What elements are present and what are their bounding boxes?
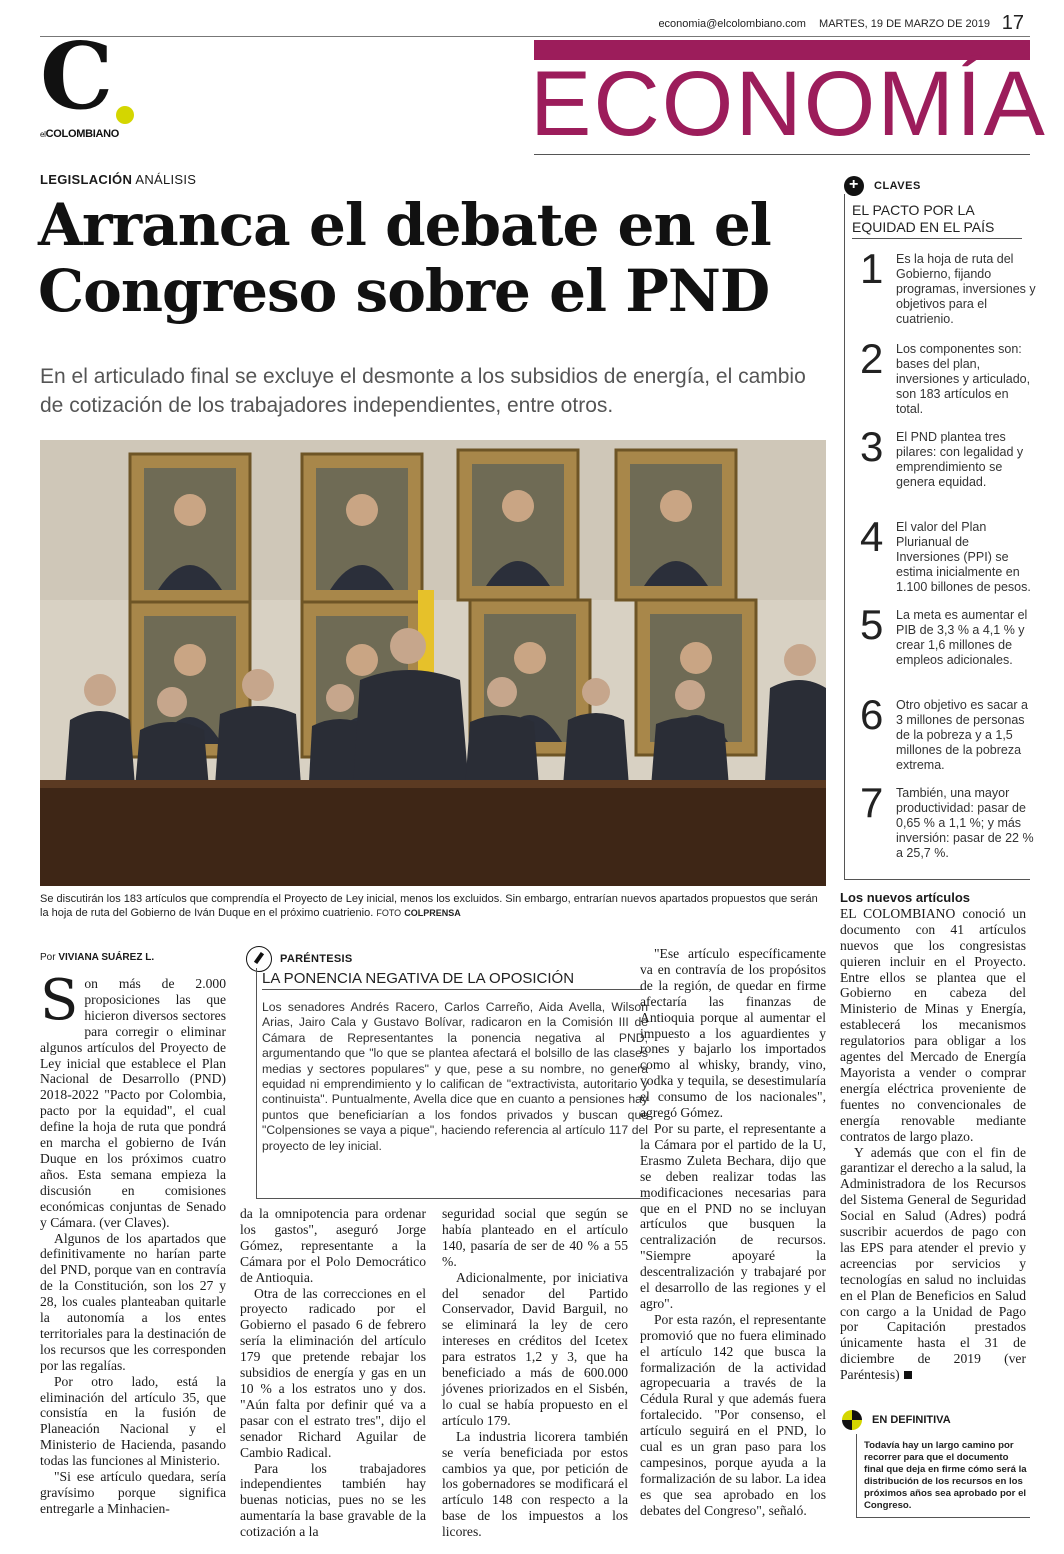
- en-definitiva-header: [842, 1410, 951, 1430]
- clave-text: El valor del Plan Plurianual de Inversiones (PPI) se estima inicialmente en 1.100 billones de pesos.: [896, 520, 1031, 594]
- claves-label: CLAVES: [874, 180, 921, 192]
- byline-prefix: Por: [40, 952, 56, 963]
- header-rule: [40, 36, 1030, 37]
- drop-cap: S: [40, 968, 79, 1033]
- parentesis-bottom-rule: [256, 1198, 650, 1199]
- paragraph: Algunos de los apartados que definitivamente no harían parte del PND, porque van en contravía de la Constitución, son los 27 y 28, los cuales planteaban quitarle la autonomía a los entes territoriales para la destinación de los recursos que les corresponden por las regalías.: [40, 1230, 226, 1373]
- body-column-1: [40, 968, 226, 1517]
- clave-number: 2: [860, 335, 884, 382]
- press-conference-photo: [40, 440, 826, 886]
- en-definitiva-label: EN DEFINITIVA: [872, 1414, 951, 1426]
- body-column-3: [442, 1206, 628, 1540]
- clave-text: Es la hoja de ruta del Gobierno, fijando programas, inversiones y objetivos para el cuatrienio.: [896, 252, 1036, 326]
- clave-number: 4: [860, 513, 884, 560]
- clave-text: La meta es aumentar el PIB de 3,3 % a 4,1 % y crear 1,6 millones de empleos adicionales.: [896, 608, 1028, 667]
- pin-icon: [246, 946, 272, 972]
- paragraph: "Ese artículo específicamente va en contravía de los propósitos de la región, de quedar en firme afectaría las finanzas de Antioquia porque al aumentar el impuesto a los aguardientes y rones y bajarlo los importados como al whisky, brandy, vino, vodka y tequila, se desestimularía el consumo de los nacionales", agregó Gómez.: [640, 946, 826, 1121]
- parentesis-header: [246, 946, 352, 972]
- clave-number: 6: [860, 691, 884, 738]
- body-column-2: [240, 1206, 426, 1540]
- clave-number: 5: [860, 601, 884, 648]
- claves-sidebar: [844, 176, 1036, 880]
- photo-label: FOTO: [376, 908, 402, 918]
- paragraph: Adicionalmente, por iniciativa del senador del Partido Conservador, David Barguil, no se eliminará la ley de cero intereses en créditos del Icetex para estratos 1,2 y 3, que ha beneficiado a más de 600.000 jóvenes priorizados en el Sisbén, lo cual se había propuesto en el artículo 179.: [442, 1269, 628, 1428]
- logo-dot-icon: [116, 106, 134, 124]
- logo-wordmark: elCOLOMBIANO: [40, 128, 120, 140]
- parentesis-body: Los senadores Andrés Racero, Carlos Carreño, Aida Avella, Wilson Arias, Jairo Cala y Gustavo Bolívar, radicaron en la Comisión III de Cámara de Representantes la ponencia negativa al PND, argumentando que "lo que se plantea afectará el bolsillo de las clases medias y sectores populares" y que, pese a su nombre, no genera equidad ni emprendimiento y lo califican de "extractivista, autoritario y continuista". Puntualmente, Avella dice que en cuanto a pensiones hay puntos que beneficiarían a los fondos privados y buscan que "Colpensiones se vaya a pique", haciendo referencia al artículo 117 del proyecto de ley inicial.: [262, 1000, 648, 1153]
- body-column-4: [640, 946, 826, 1519]
- clave-number: 1: [860, 245, 884, 292]
- parentesis-label: PARÉNTESIS: [280, 953, 353, 965]
- caption-text: Se discutirán los 183 artículos que comprendía el Proyecto de Ley inicial, menos los excluidos. Sin embargo, entrarían nuevos apartados propuestos que serán la hoja de ruta del Gobierno de Iván Duque en el próximo cuatrienio.: [40, 893, 818, 919]
- puzzle-icon: [844, 176, 864, 196]
- checker-icon: [842, 1410, 862, 1430]
- clave-number: 7: [860, 779, 884, 826]
- kicker-type: ANÁLISIS: [135, 172, 197, 187]
- paragraph: Por esta razón, el representante promovió que no fuera eliminado el artículo 142 que busca la formalización de la actividad agropecuaria a través de la Cédula Rural y que además fuera fortalecido. "Por consenso, el artículo seguirá en el PND, lo cual es un gran paso para los campesinos, porque ayuda a la formalización de su labor. La idea es que sea aprobado en los debates del Congreso", señaló.: [640, 1311, 826, 1518]
- lead-paragraph: Son más de 2.000 proposiciones las que hicieron diversos sectores para corregir o eliminar algunos artículos del Proyecto de Ley inicial que establece el Plan Nacional de Desarrollo (PND) 2018-2022 "Pacto por Colombia, pacto por la equidad", el cual define la hoja de ruta que pondrá en marcha el gobierno de Iván Duque en los próximos cuatro años. Esta semana empieza la discusión en comisiones económicas conjuntas de Senado y Cámara. (ver Claves).: [40, 968, 226, 1230]
- end-mark-icon: [904, 1371, 912, 1379]
- photo-credit: COLPRENSA: [404, 908, 461, 918]
- clave-text: El PND plantea tres pilares: con legalidad y emprendimiento se genera equidad.: [896, 430, 1024, 489]
- sidebar-bottom-rule: [844, 879, 1030, 880]
- paragraph: da la omnipotencia para ordenar los gastos", aseguró Jorge Gómez, representante a la Cámara por el Polo Democrático de Antioquia.: [240, 1206, 426, 1285]
- paragraph: Para los trabajadores independientes también hay buenas noticias, pues no se les aumentaría la base gravable de la cotización a la: [240, 1460, 426, 1540]
- paragraph: La industria licorera también se vería beneficiada por estos cambios ya que, por petición de los gobernadores se modificará el artículo 148 con respecto a la base de los impuestos a los licores.: [442, 1428, 628, 1540]
- subhead-nuevos-articulos: Los nuevos artículos: [840, 890, 971, 905]
- paragraph: Por su parte, el representante a la Cámara por el partido de la U, Erasmo Zuleta Bechara, dijo que se deben realizar todas las modificaciones necesarias para que en el PND no se incluyan artículos que busquen la centralización de recursos. "Siempre apoyaré la descentralización y trabajaré por el desarrollo de las regiones y el agro".: [640, 1120, 826, 1311]
- header-meta: [658, 18, 990, 30]
- header-date: MARTES, 19 DE MARZO DE 2019: [819, 18, 990, 30]
- claves-header: [844, 176, 921, 196]
- section-underline: [534, 154, 1030, 155]
- paragraph: seguridad social que según se había planteado en el artículo 140, pasaría de ser de 40 % a 55 %.: [442, 1206, 628, 1269]
- headline: Arranca el debate en el Congreso sobre el PND: [38, 191, 771, 325]
- main-photo: [40, 440, 826, 886]
- parentesis-rule: [256, 968, 257, 1198]
- byline: [40, 952, 154, 963]
- en-definitiva-text: Todavía hay un largo camino por recorrer para que el documento final que deja en firme cómo será la distribución de los recursos en los próximos años sea aprobado por el Congreso.: [864, 1440, 1027, 1511]
- paragraph: Y además que con el fin de garantizar el derecho a la salud, la Administradora de los Recursos del Sistema General de Seguridad Social en Salud (Adres) podrá suscribir acuerdos de pago con las EPS para atender el previo y acreencias por servicios y tecnologías en salud no incluidas en el Plan de Beneficios en Salud con cargo a la Unidad de Pago por Capitación prestados únicamente hasta el 31 de diciembre de 2019 (ver Paréntesis): [840, 1144, 1026, 1383]
- logo-letter: C: [40, 22, 114, 130]
- clave-text: Otro objetivo es sacar a 3 millones de personas de la pobreza y a 1,5 millones de la pobreza extrema.: [896, 698, 1029, 772]
- kicker-topic: LEGISLACIÓN: [40, 172, 133, 187]
- kicker: [40, 172, 196, 187]
- claves-subtitle: EL PACTO POR LA EQUIDAD EN EL PAÍS: [852, 202, 1022, 239]
- deck: En el articulado final se excluye el desmonte a los subsidios de energía, el cambio de cotización de los trabajadores independientes, entre otros.: [40, 365, 806, 417]
- byline-author: VIVIANA SUÁREZ L.: [58, 952, 155, 963]
- body-column-5: [840, 890, 1026, 1383]
- paragraph: EL COLOMBIANO conoció un documento con 41 artículos nuevos que los congresistas quieren incluir en el Proyecto. Entre ellos se plantea que el Gobierno en cabeza del Ministerio de Minas y Energía, establecerá los mecanismos regulatorios para obligar a los agentes del Mercado de Energía Mayorista a vender o comprar energía eléctrica proveniente de fuentes no convencionales de energía renovable mediante contratos de largo plazo.: [840, 905, 1026, 1144]
- clave-text: Los componentes son: bases del plan, inversiones y articulado, son 183 artículos en total.: [896, 342, 1031, 416]
- el-colombiano-logo: [40, 22, 140, 144]
- page-number: 17: [1001, 12, 1024, 34]
- clave-number: 3: [860, 423, 884, 470]
- section-title: ECONOMÍA: [530, 53, 1047, 155]
- header-email[interactable]: economia@elcolombiano.com: [658, 18, 806, 30]
- parentesis-title: LA PONENCIA NEGATIVA DE LA OPOSICIÓN: [262, 970, 642, 990]
- paragraph: Otra de las correcciones en el proyecto radicado por el Gobierno el pasado 6 de febrero sería la eliminación del artículo 179 que pretende rebajar los subsidios de energía y gas en un 10 % a los estratos uno y dos. "Aún falta por definir qué va a pasar con el estrato tres", dijo el senador Richard Aguilar de Cambio Radical.: [240, 1285, 426, 1460]
- clave-text: También, una mayor productividad: pasar de 0,65 % a 1,1 %; y más inversión: pasar de 22 % a 25,7 %.: [896, 786, 1034, 860]
- paragraph: "Si ese artículo quedara, sería gravísimo porque significa entregarle a Minhacien-: [40, 1469, 226, 1516]
- sidebar-rule: [844, 194, 845, 880]
- paragraph: Por otro lado, está la eliminación del artículo 35, que consistía en la fusión de Planeación Nacional y el Ministerio de Hacienda, pasando todas las funciones al Ministerio.: [40, 1373, 226, 1469]
- photo-caption: [40, 892, 826, 920]
